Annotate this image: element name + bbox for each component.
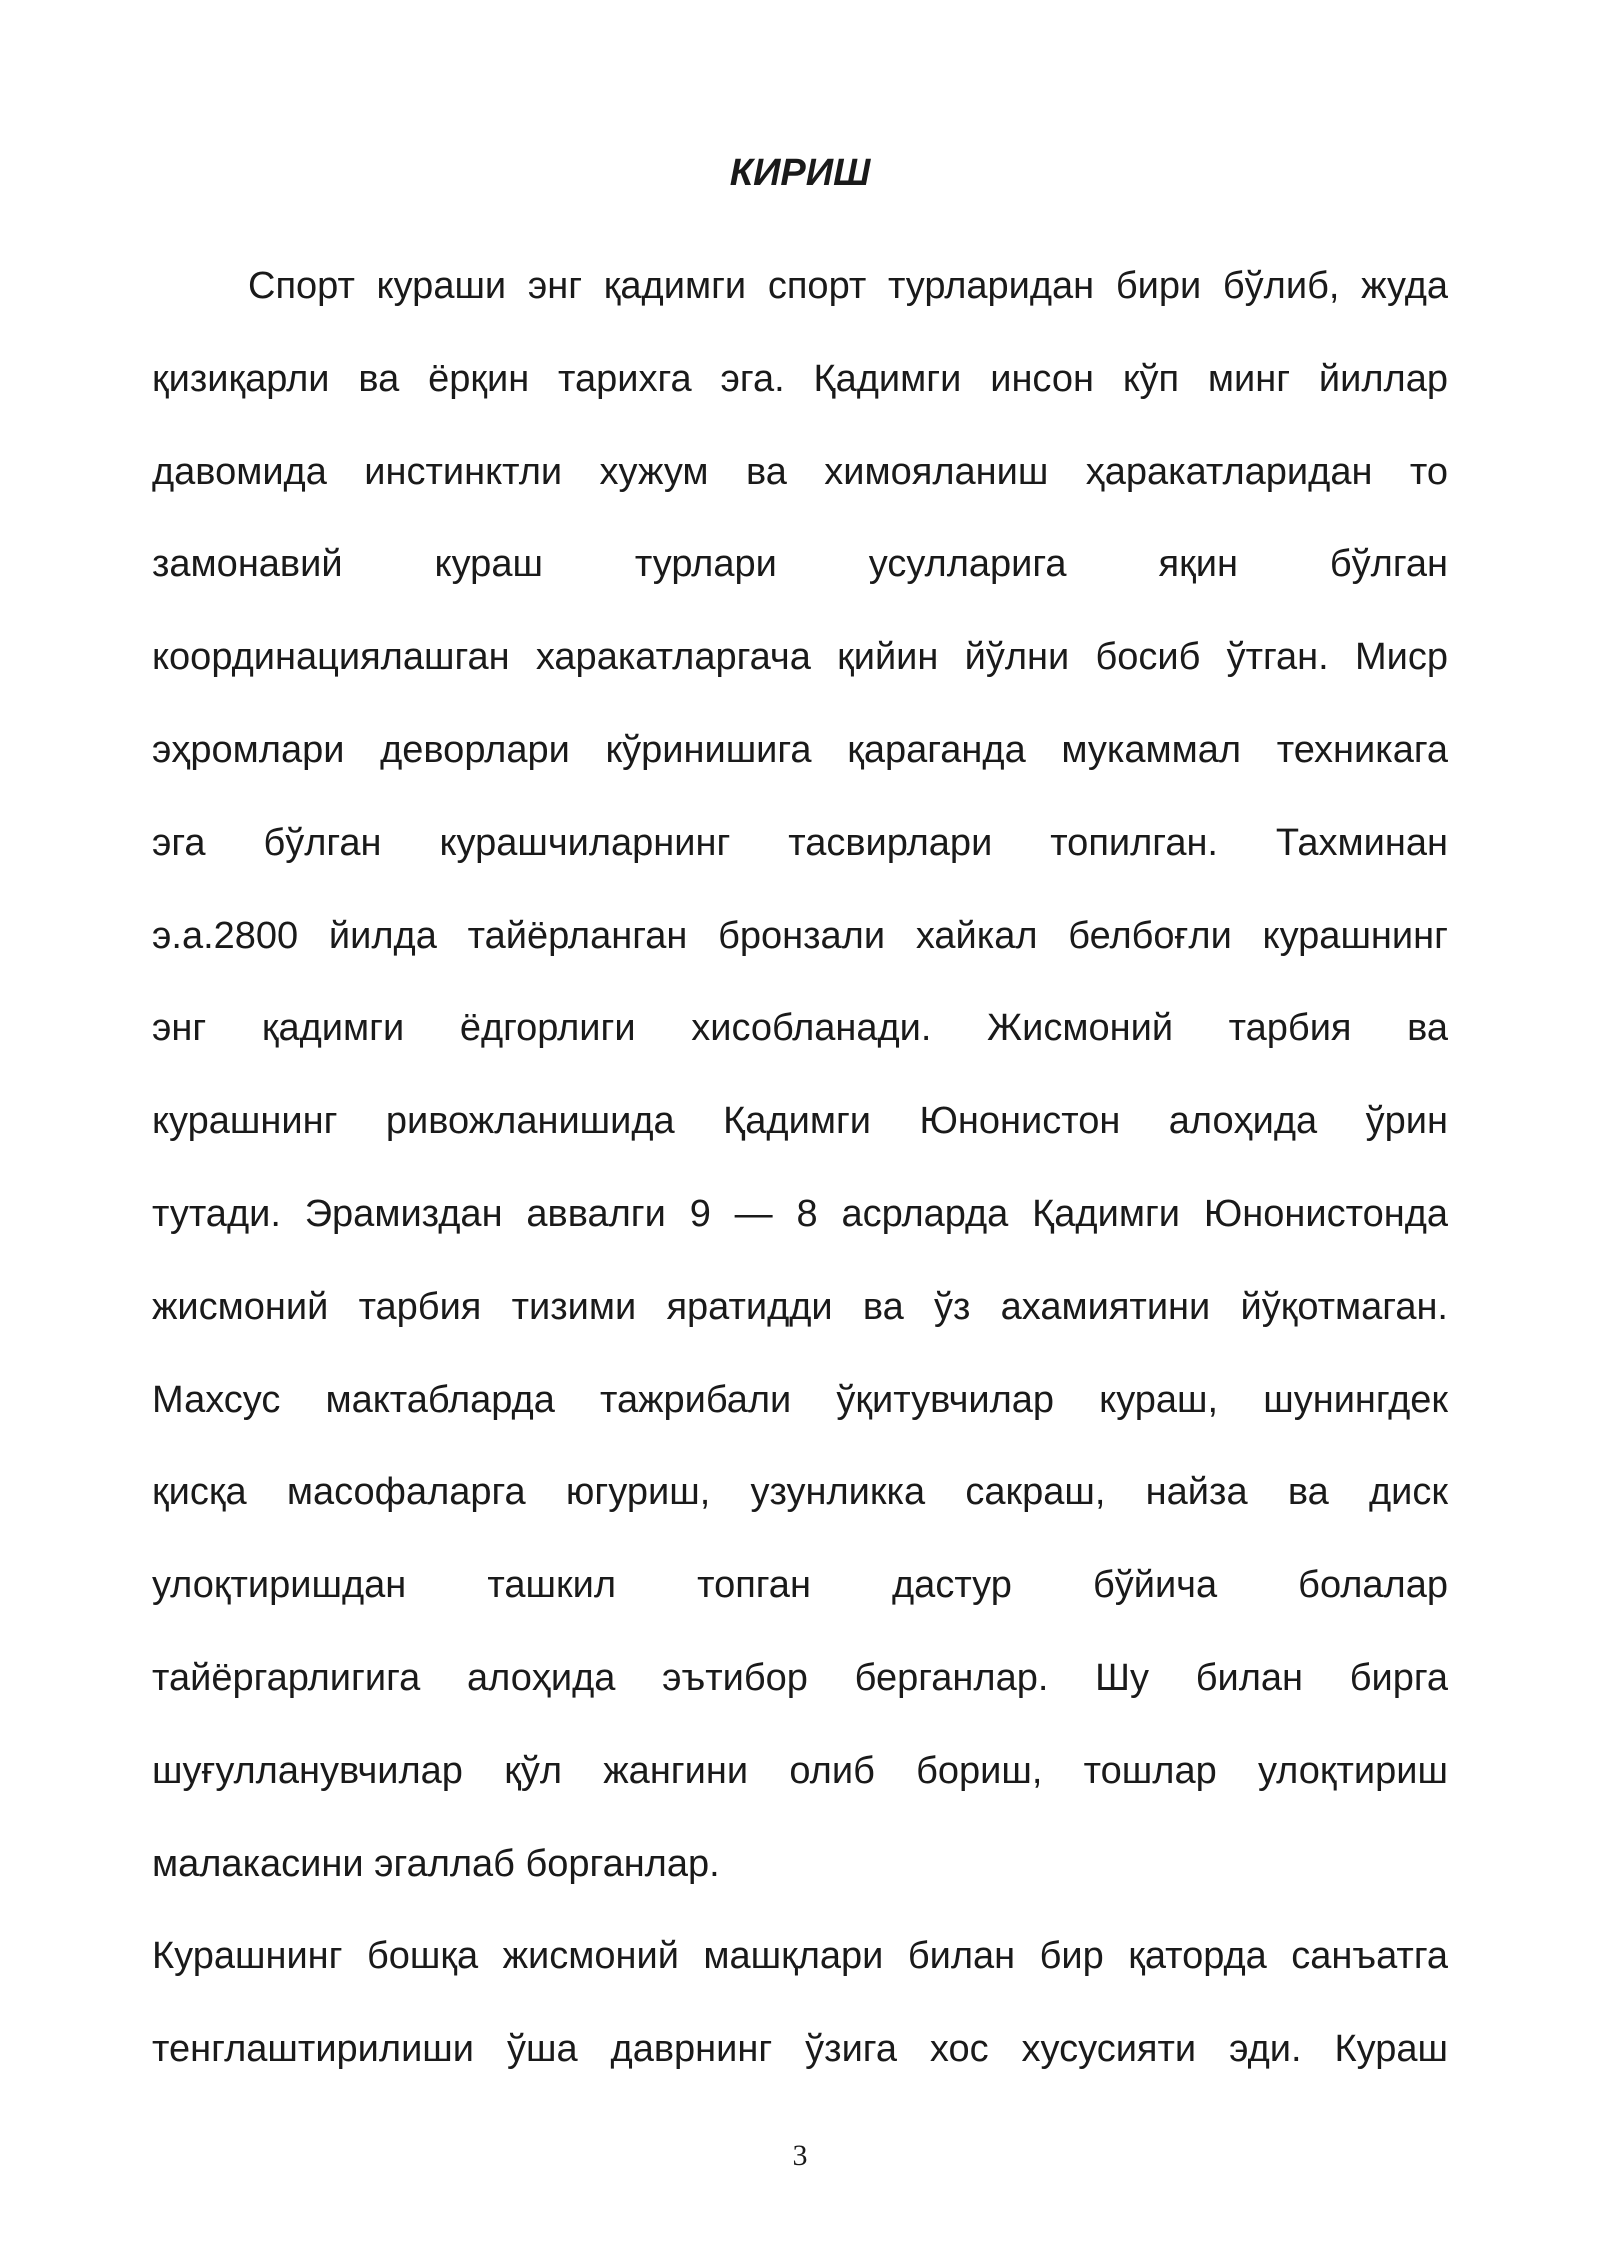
text-line: қисқа масофаларга югуриш, узунликка сакраш, найза ва диск [152,1471,1448,1514]
text-line: шуғулланувчилар қўл жангини олиб бориш, тошлар улоқтириш [152,1749,1448,1792]
paragraph-2 [152,1910,1448,2096]
text-line: энг қадимги ёдгорлиги хисобланади. Жисмоний тарбия ва [152,1007,1448,1050]
text-line: тутади. Эрамиздан аввалги 9 — 8 асрларда Қадимги Юнонистонда [152,1192,1448,1235]
text-line: тайёргарлигига алоҳида эътибор берганлар. Шу билан бирга [152,1656,1448,1699]
page-heading: КИРИШ [729,152,871,194]
page-number: 3 [792,2139,808,2172]
text-line: координациялашган харакатларгача қийин йўлни босиб ўтган. Миср [152,636,1448,679]
text-line: э.а.2800 йилда тайёрланган бронзали хайкал белбоғли курашнинг [152,914,1448,957]
text-line: эга бўлган курашчиларнинг тасвирлари топилган. Тахминан [152,821,1448,864]
text-line: тенглаштирилиши ўша даврнинг ўзига хос хусусияти эди. Кураш [152,2028,1448,2071]
text-line: Курашнинг бошқа жисмоний машқлари билан бир қаторда санъатга [152,1935,1448,1978]
text-line: замонавий кураш турлари усулларига яқин бўлган [152,543,1448,586]
text-line: қизиқарли ва ёрқин тарихга эга. Қадимги инсон кўп минг йиллар [152,357,1448,400]
text-line: улоқтиришдан ташкил топган дастур бўйича болалар [152,1564,1448,1607]
paragraph-1 [152,240,1448,1910]
text-line: Спорт кураши энг қадимги спорт турларидан бири бўлиб, жуда [248,265,1448,307]
text-line: давомида инстинктли хужум ва химояланиш ҳаракатларидан то [152,450,1448,493]
text-line: курашнинг ривожланишида Қадимги Юнонистон алоҳида ўрин [152,1100,1448,1143]
text-line: эҳромлари деворлари кўринишига қараганда мукаммал техникага [152,728,1448,771]
body-text [152,240,1448,2096]
text-line: малакасини эгаллаб борганлар. [152,1842,720,1885]
text-line: жисмоний тарбия тизими яратидди ва ўз ахамиятини йўқотмаган. [152,1285,1448,1328]
text-line: Махсус мактабларда тажрибали ўқитувчилар кураш, шунингдек [152,1378,1448,1421]
